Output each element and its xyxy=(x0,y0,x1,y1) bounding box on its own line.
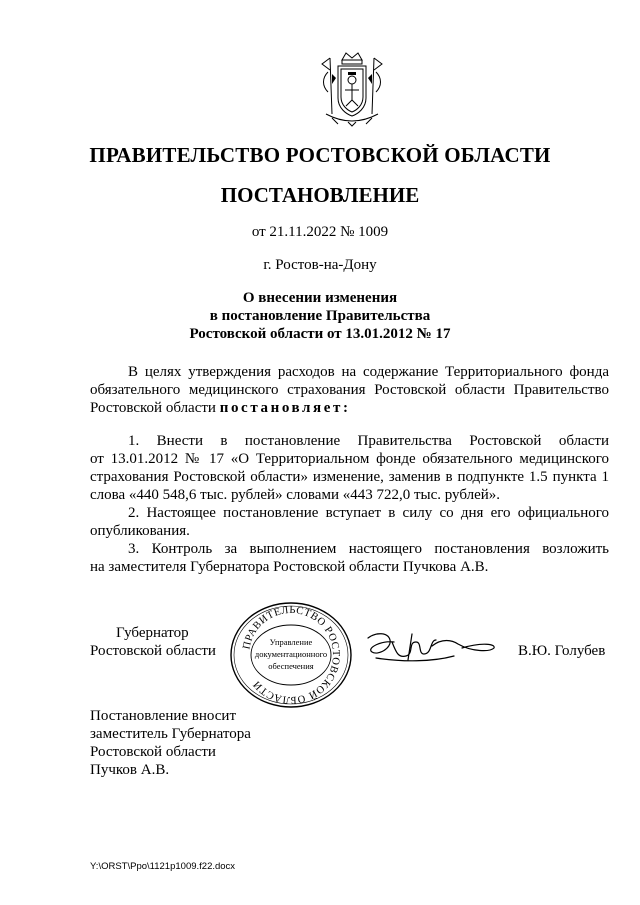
file-path: Y:\ORST\Ppo\1121p1009.f22.docx xyxy=(90,861,236,872)
item-line: опубликования. xyxy=(90,523,190,539)
preamble-line xyxy=(90,399,609,417)
document-subject xyxy=(0,289,640,343)
preamble-text: Ростовской области xyxy=(90,400,220,416)
signer-name: В.Ю. Голубев xyxy=(518,643,606,659)
submitted-by-line: заместитель Губернатора xyxy=(90,726,251,742)
official-stamp-icon xyxy=(227,600,355,710)
decree-items xyxy=(90,432,609,576)
subject-line: О внесении изменения xyxy=(242,290,398,306)
stamp-center-line: документационного xyxy=(254,649,328,659)
stamp-ring-text: ПРАВИТЕЛЬСТВО РОСТОВСКОЙ ОБЛАСТИ xyxy=(241,604,342,706)
item-line: страхования Ростовской области» изменение, заменив в подпункте 1.5 пункта 1 xyxy=(90,469,609,485)
subject-line: Ростовской области от 13.01.2012 № 17 xyxy=(189,326,451,342)
date-number: от 21.11.2022 № 1009 xyxy=(251,224,389,240)
handwritten-signature-icon xyxy=(362,628,497,668)
stamp-center-line: Управление xyxy=(269,637,313,647)
signer-title-line2: Ростовской области xyxy=(90,643,216,659)
item-line: 1. Внести в постановление Правительства Ростовской области xyxy=(128,433,609,449)
document-type: ПОСТАНОВЛЕНИЕ xyxy=(220,183,420,207)
subject-line: в постановление Правительства xyxy=(209,308,431,324)
item-line: на заместителя Губернатора Ростовской области Пучкова А.В. xyxy=(90,559,489,575)
signer-title-line1: Губернатор xyxy=(116,625,189,641)
preamble-line: В целях утверждения расходов на содержание Территориального фонда xyxy=(128,364,609,380)
preamble xyxy=(90,363,609,417)
decree-word: постановляет: xyxy=(219,400,351,416)
rostov-coat-of-arms-icon xyxy=(318,50,386,128)
submitted-by-line: Ростовской области xyxy=(90,744,216,760)
item-line: слова «440 548,6 тыс. рублей» словами «443 722,0 тыс. рублей». xyxy=(90,487,501,503)
item-line: 2. Настоящее постановление вступает в силу со дня его официального xyxy=(128,505,609,521)
preamble-line: обязательного медицинского страхования Ростовской области Правительство xyxy=(90,382,609,398)
submitted-by-line: Пучков А.В. xyxy=(90,762,170,778)
item-line: 3. Контроль за выполнением настоящего постановления возложить xyxy=(128,541,609,557)
city: г. Ростов-на-Дону xyxy=(263,257,377,273)
government-title: ПРАВИТЕЛЬСТВО РОСТОВСКОЙ ОБЛАСТИ xyxy=(89,143,551,167)
submitted-by xyxy=(90,707,251,779)
stamp-center-line: обеспечения xyxy=(268,661,314,671)
submitted-by-line: Постановление вносит xyxy=(90,708,237,724)
item-line: от 13.01.2012 № 17 «О Территориальном фонде обязательного медицинского xyxy=(90,451,609,467)
